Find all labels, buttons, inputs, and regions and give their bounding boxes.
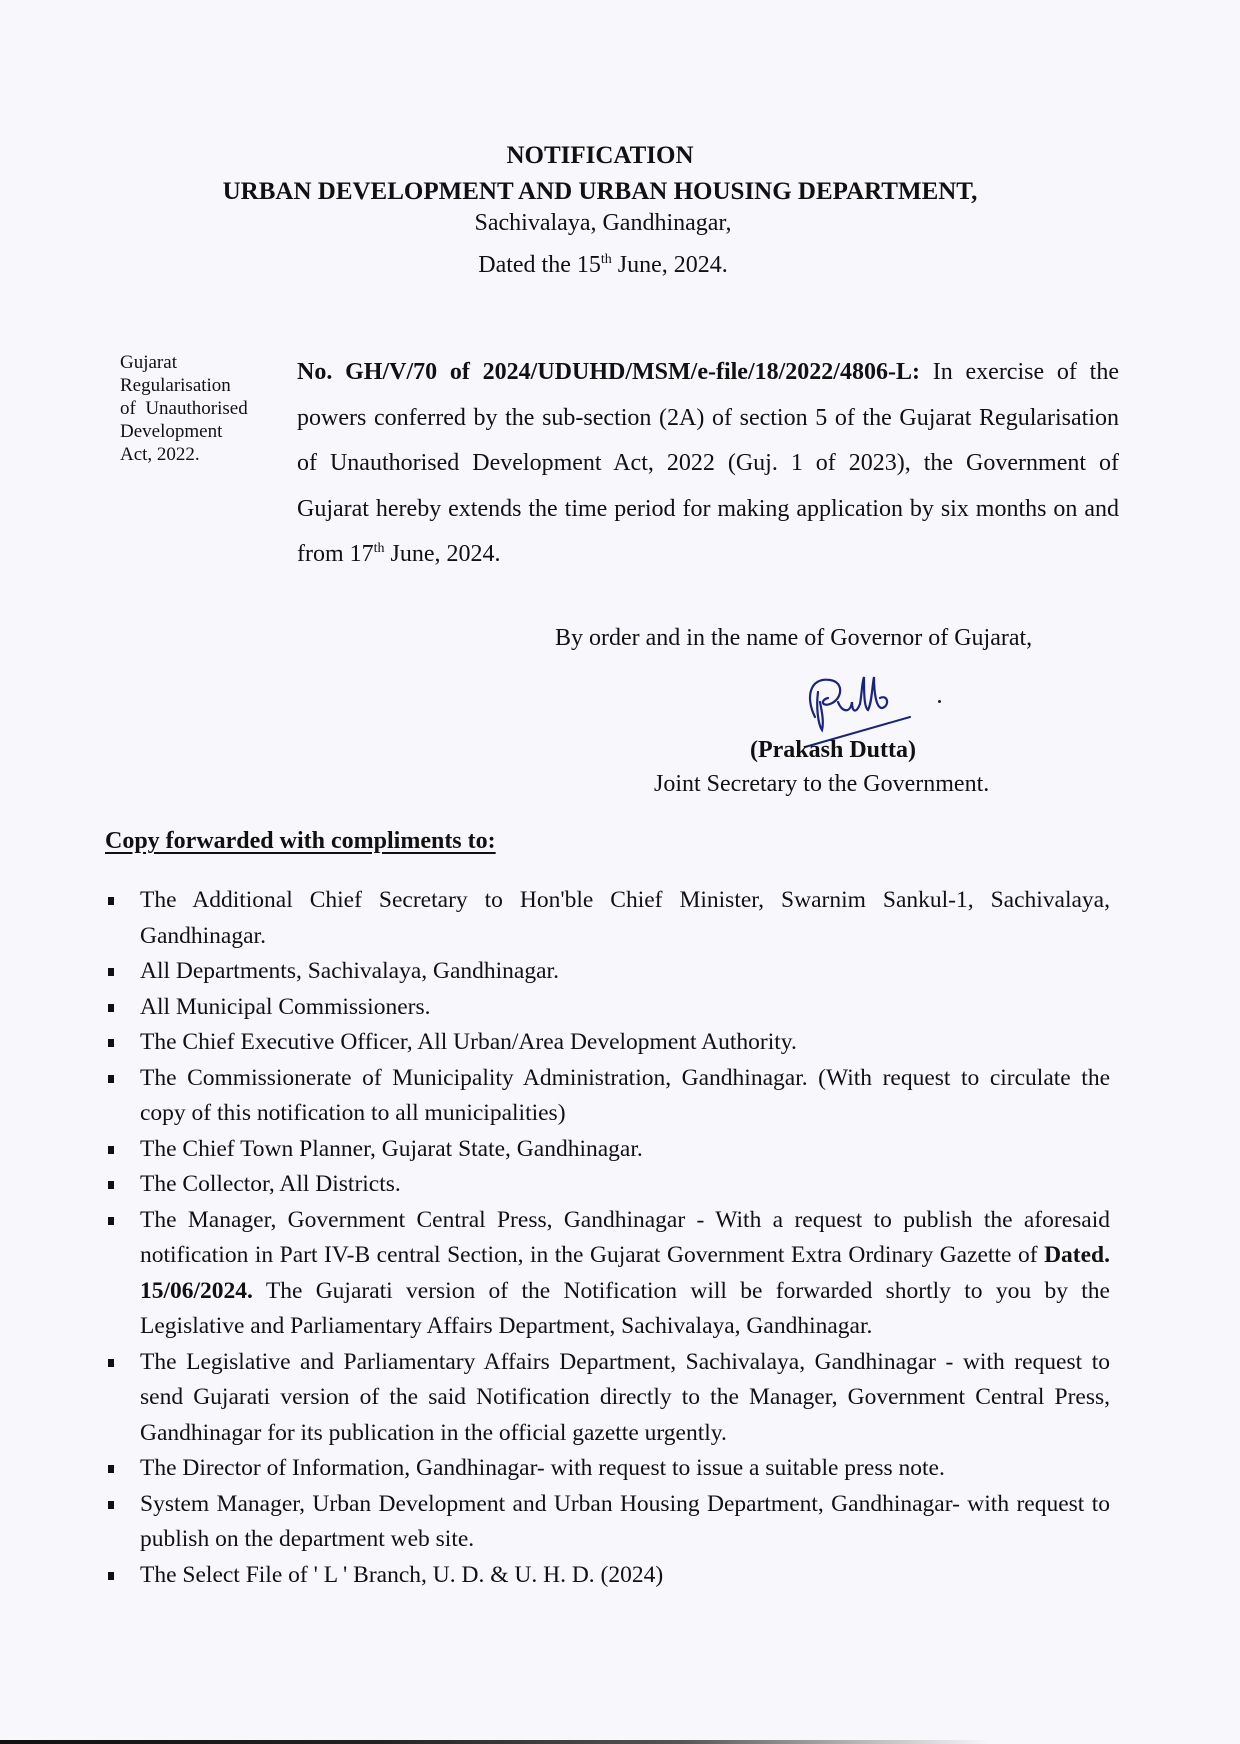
margin-note-line: Act, 2022. xyxy=(120,444,200,465)
list-item-text: All Municipal Commissioners. xyxy=(140,993,431,1020)
order-line: By order and in the name of Governor of Gujarat, xyxy=(555,625,1033,651)
body-text: In exercise of the powers conferred by the sub-section (2A) of section 5 of the Gujarat Regularisation of Unauthorised Development Act, 2022 (Guj. 1 of 2023), the Government of Gujarat hereby extends the time period for making application by six months on and from 17 xyxy=(297,359,1119,567)
list-item xyxy=(108,1167,1110,1203)
list-item-text: The Commissionerate of Municipality Administration, Gandhinagar. (With request to circulate the copy of this notification to all municipalities) xyxy=(140,1064,1110,1126)
notification-date xyxy=(0,250,1223,280)
bullet-icon xyxy=(108,1501,114,1509)
bullet-icon xyxy=(108,1181,114,1189)
bullet-icon xyxy=(108,1465,114,1473)
bullet-icon xyxy=(108,1359,114,1367)
bullet-icon xyxy=(108,1572,114,1580)
date-ordinal: th xyxy=(600,252,612,267)
copy-forwarded-list xyxy=(108,883,1110,1593)
body-text-end: June, 2024. xyxy=(384,541,501,567)
bullet-icon xyxy=(108,1217,114,1225)
list-item-text: The Collector, All Districts. xyxy=(140,1171,401,1197)
list-item-text: The Legislative and Parliamentary Affairs Department, Sachivalaya, Gandhinagar - with request to send Gujarati version of the said Notification directly to the Manager, Government Central Press, Gandhinagar for its publication in the official gazette urgently. xyxy=(140,1348,1110,1446)
list-item xyxy=(108,1061,1110,1132)
list-item xyxy=(108,1025,1110,1061)
scan-edge-shadow xyxy=(0,1740,1240,1744)
list-item xyxy=(108,1487,1110,1558)
list-item xyxy=(108,954,1110,990)
department-name: URBAN DEVELOPMENT AND URBAN HOUSING DEPARTMENT, xyxy=(222,178,978,205)
list-item-text: System Manager, Urban Development and Urban Housing Department, Gandhinagar- with request to publish on the department web site. xyxy=(140,1490,1110,1552)
list-item-text: All Departments, Sachivalaya, Gandhinagar. xyxy=(140,958,559,984)
margin-note xyxy=(120,351,280,466)
date-prefix: Dated the 15 xyxy=(478,252,601,278)
list-item-text: The Chief Town Planner, Gujarat State, Gandhinagar. xyxy=(140,1135,643,1162)
bullet-icon xyxy=(108,1004,114,1012)
list-item xyxy=(108,1558,1110,1594)
signer-name: (Prakash Dutta) xyxy=(750,737,916,763)
list-item-text: The Additional Chief Secretary to Hon'ble Chief Minister, Swarnim Sankul-1, Sachivalaya, Gandhinagar. xyxy=(140,887,1110,949)
list-item-text: The Director of Information, Gandhinagar- with request to issue a suitable press note. xyxy=(140,1455,945,1481)
list-item xyxy=(108,1132,1110,1168)
bullet-icon xyxy=(108,1039,114,1047)
margin-note-line: Regularisation xyxy=(120,375,231,396)
margin-note-line: of Unauthorised xyxy=(120,398,248,419)
list-item xyxy=(108,883,1110,954)
signature-dot xyxy=(938,700,941,703)
margin-note-line: Gujarat xyxy=(120,352,177,373)
bullet-icon xyxy=(108,968,114,976)
list-item-text: The Select File of ' L ' Branch, U. D. & U. H. D. (2024) xyxy=(140,1561,664,1588)
list-item xyxy=(108,1451,1110,1487)
reference-number: No. GH/V/70 of 2024/UDUHD/MSM/e-file/18/2022/4806-L: xyxy=(297,359,920,385)
bullet-icon xyxy=(108,897,114,905)
gazette-date: Dated. 15/06/2024. xyxy=(140,1242,1110,1304)
list-item-text: The Chief Executive Officer, All Urban/Area Development Authority. xyxy=(140,1029,797,1055)
signer-designation: Joint Secretary to the Government. xyxy=(654,771,990,797)
list-item-text: The Manager, Government Central Press, Gandhinagar - With a request to publish the aforesaid notification in Part IV-B central Section, in the Gujarat Government Extra Ordinary Gazette of xyxy=(140,1206,1110,1268)
document-header xyxy=(0,140,1240,280)
body-date-ordinal: th xyxy=(373,541,385,556)
department-address: Sachivalaya, Gandhinagar, xyxy=(474,210,732,236)
list-item xyxy=(108,990,1110,1026)
list-item xyxy=(108,1203,1110,1345)
list-item-text-end: The Gujarati version of the Notification will be forwarded shortly to you by the Legislative and Parliamentary Affairs Department, Sachivalaya, Gandhinagar. xyxy=(140,1277,1110,1339)
notification-title: NOTIFICATION xyxy=(506,142,694,169)
list-item xyxy=(108,1345,1110,1452)
bullet-icon xyxy=(108,1075,114,1083)
margin-note-line: Development xyxy=(120,421,223,442)
copy-forwarded-heading: Copy forwarded with compliments to: xyxy=(105,828,496,854)
notification-body xyxy=(297,350,1119,578)
date-suffix: June, 2024. xyxy=(611,252,728,278)
bullet-icon xyxy=(108,1146,114,1154)
